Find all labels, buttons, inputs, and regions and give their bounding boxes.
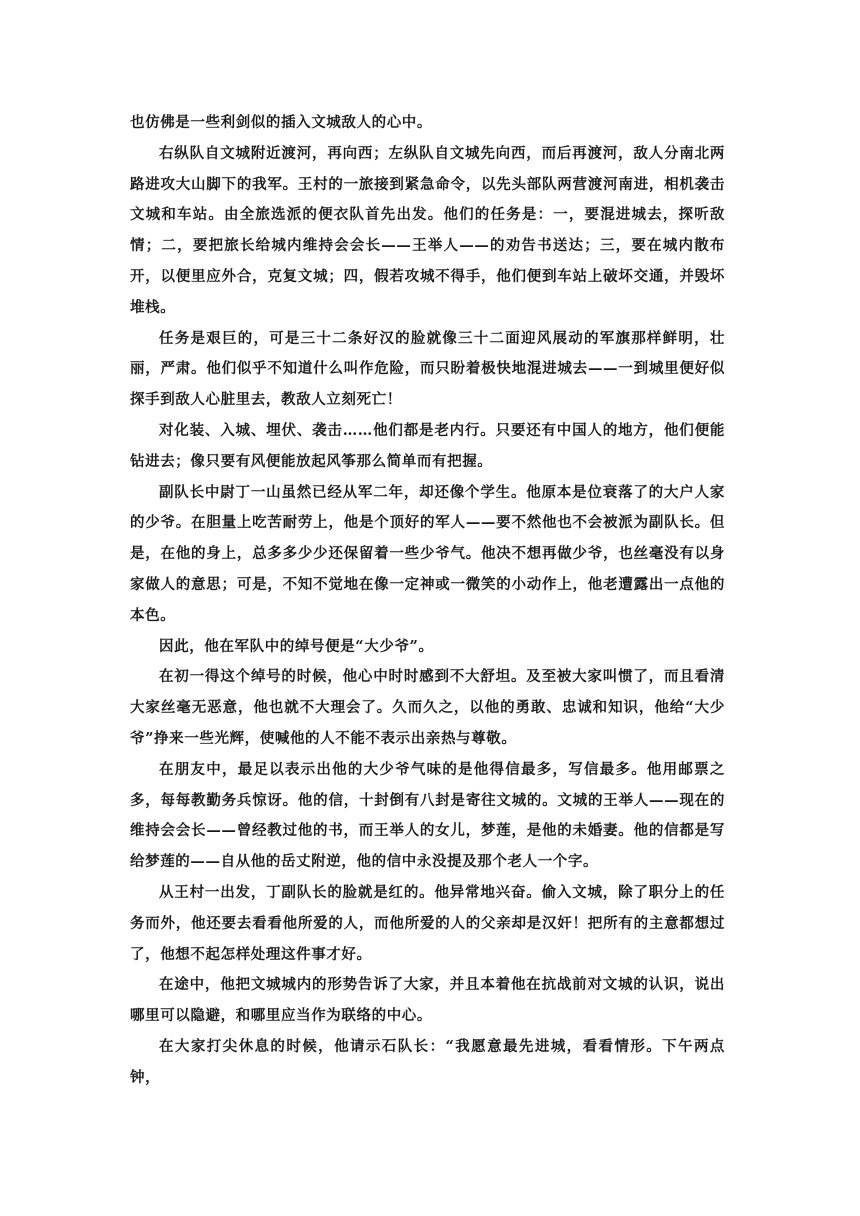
paragraph-3: 任务是艰巨的，可是三十二条好汉的脸就像三十二面迎风展动的军旗那样鲜明，壮丽，严肃。他们似乎不知道什么叫作危险，而只盼着极快地混进城去——一到城里便好似探手到敌人心脏里去，教敌人立刻死亡！ <box>130 329 725 409</box>
paragraph-2: 右纵队自文城附近渡河，再向西；左纵队自文城先向西，而后再渡河，敌人分南北两路进攻大山脚下的我军。王村的一旅接到紧急命令，以先头部队两营渡河南进，相机袭击文城和车站。由全旅选派的便衣队首先出发。他们的任务是：一，要混进城去，探听敌情；二，要把旅长给城内维持会会长——王举人——的劝告书送达；三，要在城内散布开，以便里应外合，克复文城；四，假若攻城不得手，他们便到车站上破坏交通，并毁坏堆栈。 <box>130 144 725 316</box>
paragraph-7: 在初一得这个绰号的时候，他心中时时感到不大舒坦。及至被大家叫惯了，而且看清大家丝毫无恶意，他也就不大理会了。久而久之，以他的勇敢、忠诚和知识，他给“大少爷”挣来一些光辉，使喊他的人不能不表示出亲热与尊敬。 <box>130 668 725 747</box>
paragraph-1: 也仿佛是一些利剑似的插入文城敌人的心中。 <box>130 114 432 131</box>
paragraph-6: 因此，他在军队中的绰号便是“大少爷”。 <box>159 637 434 655</box>
paragraph-8: 在朋友中，最足以表示出他的大少爷气味的是他得信最多，写信最多。他用邮票之多，每每教勤务兵惊讶。他的信，十封倒有八封是寄往文城的。文城的王举人——现在的维持会会长——曾经教过他的书，而王举人的女儿，梦莲，是他的未婚妻。他的信都是写给梦莲的——自从他的岳丈附逆，他的信中永没提及那个老人一个字。 <box>130 760 725 871</box>
paragraph-5: 副队长中尉丁一山虽然已经从军二年，却还像个学生。他原本是位衰落了的大户人家的少爷。在胆量上吃苦耐劳上，他是个顶好的军人——要不然他也不会被派为副队长。但是，在他的身上，总多多少少还保留着一些少爷气。他决不想再做少爷，也丝毫没有以身家做人的意思；可是，不知不觉地在像一定神或一微笑的小动作上，他老遭露出一点他的本色。 <box>130 483 725 624</box>
paragraph-11: 在大家打尖休息的时候，他请示石队长：“我愿意最先进城，看看情形。下午两点钟， <box>130 1037 725 1086</box>
document-page <box>130 108 725 1094</box>
paragraph-9: 从王村一出发，丁副队长的脸就是红的。他异常地兴奋。偷入文城，除了职分上的任务而外，他还要去看看他所爱的人，而他所爱的人的父亲却是汉奸！把所有的主意都想过了，他想不起怎样处理这件事才好。 <box>130 883 725 963</box>
paragraph-4: 对化装、入城、埋伏、袭击……他们都是老内行。只要还有中国人的地方，他们便能钻进去；像只要有风便能放起风筝那么简单而有把握。 <box>130 421 725 470</box>
paragraph-10: 在途中，他把文城城内的形势告诉了大家，并且本着他在抗战前对文城的认识，说出哪里可以隐避，和哪里应当作为联络的中心。 <box>130 976 725 1025</box>
